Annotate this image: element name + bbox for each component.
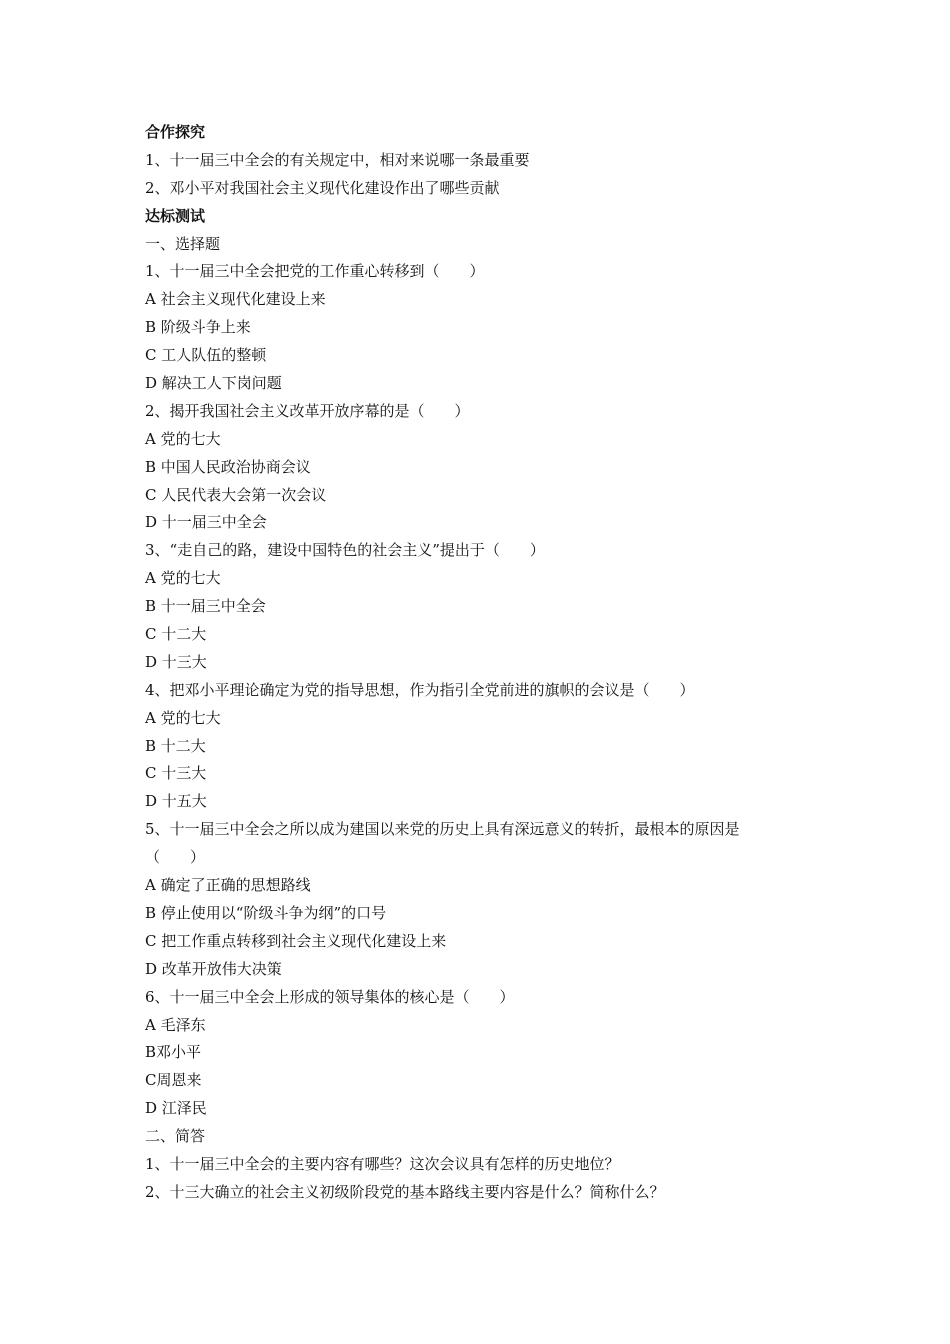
option-b: B 十二大 [145,736,206,755]
question-3 [145,537,825,676]
explore-item: 1、十一届三中全会的有关规定中，相对来说哪一条最重要 [145,150,530,169]
explore-item: 2、邓小平对我国社会主义现代化建设作出了哪些贡献 [145,178,500,197]
question-5 [145,816,825,983]
question-stem: 3、“走自己的路，建设中国特色的社会主义”提出于（ ） [145,541,545,560]
question-stem: 5、十一届三中全会之所以成为建国以来党的历史上具有深远意义的转折，最根本的原因是 [145,820,740,839]
option-c: C 人民代表大会第一次会议 [145,485,327,504]
short-answer-heading: 二、简答 [145,1127,206,1146]
option-a: A 毛泽东 [145,1015,206,1034]
option-b: B邓小平 [145,1043,202,1062]
short-answer-item: 2、十三大确立的社会主义初级阶段党的基本路线主要内容是什么？简称什么？ [145,1182,665,1201]
option-d: D 十五大 [145,792,207,811]
option-d: D 解决工人下岗问题 [145,374,282,393]
section-heading-test: 达标测试 [145,206,206,225]
option-d: D 十三大 [145,652,207,671]
option-a: A 确定了正确的思想路线 [145,876,311,895]
choice-section-heading: 一、选择题 [145,234,221,253]
option-d: D 十一届三中全会 [145,513,267,532]
short-answer-item: 1、十一届三中全会的主要内容有哪些？这次会议具有怎样的历史地位？ [145,1154,620,1173]
question-stem: 2、揭开我国社会主义改革开放序幕的是（ ） [145,401,470,420]
option-c: C周恩来 [145,1071,202,1090]
question-2 [145,398,825,537]
question-4 [145,677,825,816]
option-c: C 工人队伍的整顿 [145,346,267,365]
question-stem: 4、把邓小平理论确定为党的指导思想，作为指引全党前进的旗帜的会议是（ ） [145,680,695,699]
option-a: A 党的七大 [145,429,221,448]
option-b: B 阶级斗争上来 [145,318,251,337]
question-1 [145,258,825,397]
option-a: A 党的七大 [145,708,221,727]
option-c: C 十三大 [145,764,207,783]
option-b: B 十一届三中全会 [145,597,266,616]
question-stem: 6、十一届三中全会上形成的领导集体的核心是（ ） [145,987,515,1006]
document-page [145,119,825,1207]
option-b: B 中国人民政治协商会议 [145,457,311,476]
question-stem-continued: （ ） [145,848,206,867]
question-stem: 1、十一届三中全会把党的工作重心转移到（ ） [145,262,485,281]
option-c: C 十二大 [145,625,207,644]
question-6 [145,984,825,1123]
option-c: C 把工作重点转移到社会主义现代化建设上来 [145,931,447,950]
option-d: D 改革开放伟大决策 [145,959,282,978]
option-a: A 党的七大 [145,569,221,588]
option-b: B 停止使用以“阶级斗争为纲”的口号 [145,903,387,922]
option-a: A 社会主义现代化建设上来 [145,290,326,309]
option-d: D 江泽民 [145,1099,207,1118]
section-heading-explore: 合作探究 [145,123,206,141]
